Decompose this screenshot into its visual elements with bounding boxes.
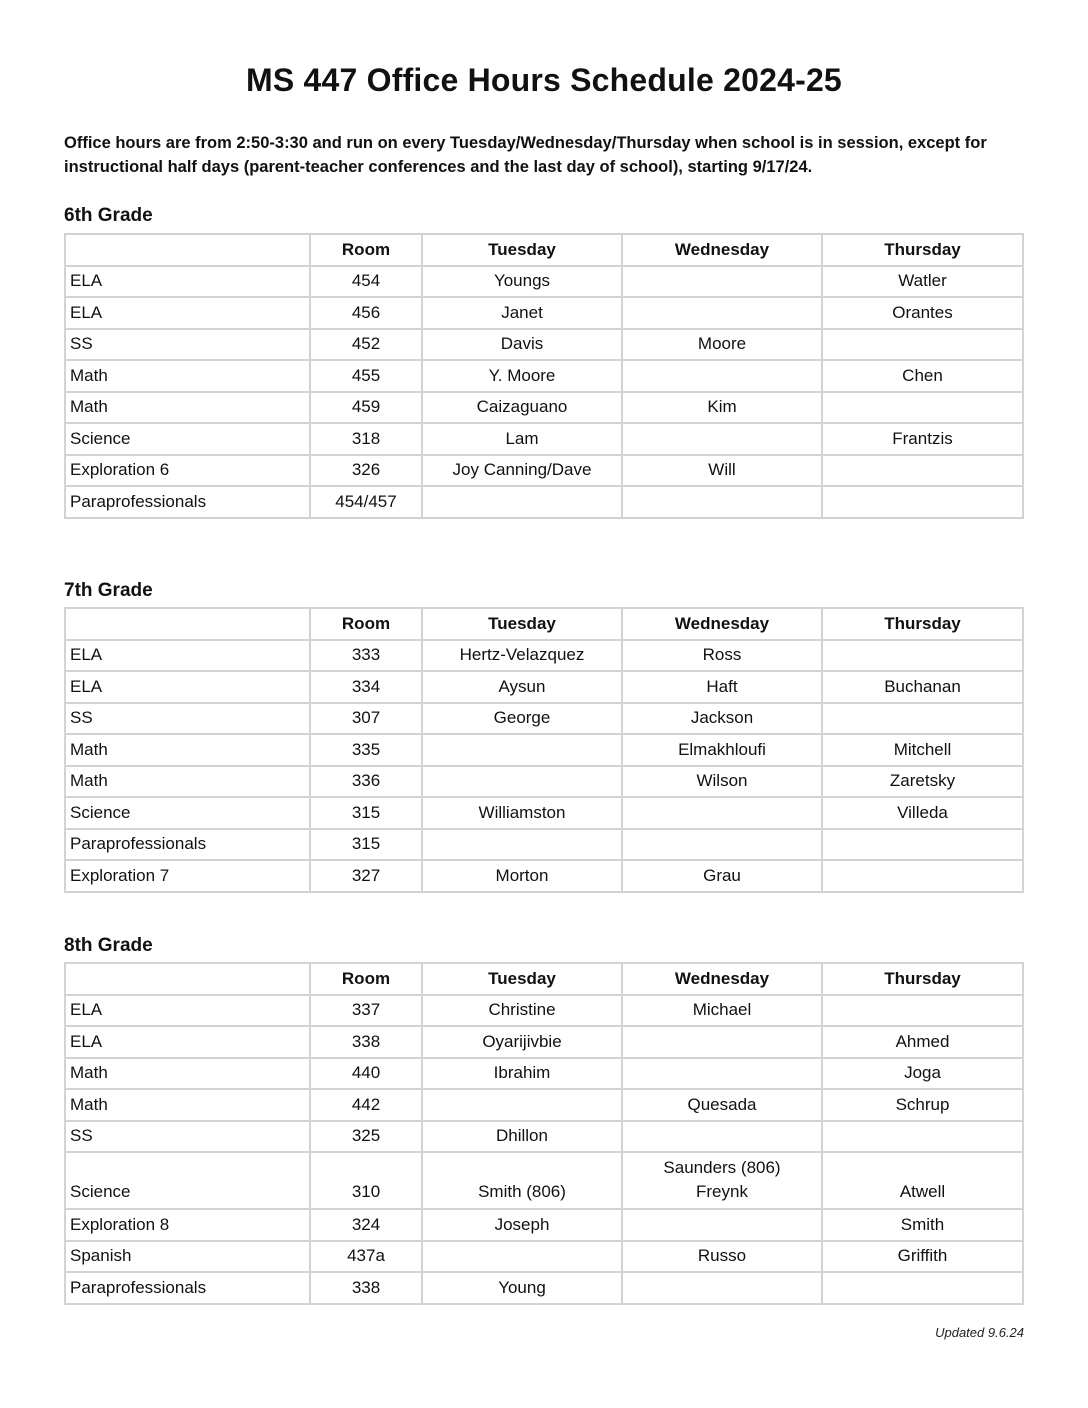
cell-subject: Math bbox=[65, 1089, 310, 1121]
cell-tuesday: Oyarijivbie bbox=[422, 1026, 622, 1058]
section-title-8th: 8th Grade bbox=[64, 935, 153, 956]
column-header-subject bbox=[65, 234, 310, 266]
table-row bbox=[65, 1272, 1023, 1304]
cell-thursday bbox=[822, 486, 1023, 518]
section-title-6th: 6th Grade bbox=[64, 205, 153, 226]
table-row bbox=[65, 486, 1023, 518]
table-row bbox=[65, 640, 1023, 672]
cell-subject: SS bbox=[65, 1121, 310, 1153]
cell-tuesday bbox=[422, 766, 622, 798]
cell-subject: Science bbox=[65, 1152, 310, 1209]
intro-text: Office hours are from 2:50-3:30 and run on every Tuesday/Wednesday/Thursday when school is in session, except for instructional half days (parent-teacher conferences and the last day of school), starting 9/17/24. bbox=[64, 134, 987, 176]
cell-room: 456 bbox=[310, 297, 422, 329]
column-header-subject bbox=[65, 963, 310, 995]
cell-room: 335 bbox=[310, 734, 422, 766]
cell-room: 338 bbox=[310, 1026, 422, 1058]
column-header-room: Room bbox=[310, 963, 422, 995]
column-header-tuesday: Tuesday bbox=[422, 234, 622, 266]
cell-subject: Science bbox=[65, 797, 310, 829]
cell-thursday bbox=[822, 1121, 1023, 1153]
table-row bbox=[65, 1026, 1023, 1058]
cell-subject: SS bbox=[65, 703, 310, 735]
cell-wednesday: Wilson bbox=[622, 766, 822, 798]
section-title-7th: 7th Grade bbox=[64, 580, 153, 601]
cell-tuesday: Ibrahim bbox=[422, 1058, 622, 1090]
cell-thursday bbox=[822, 455, 1023, 487]
cell-wednesday: Michael bbox=[622, 995, 822, 1027]
cell-thursday: Schrup bbox=[822, 1089, 1023, 1121]
column-header-thursday: Thursday bbox=[822, 608, 1023, 640]
cell-wednesday: Jackson bbox=[622, 703, 822, 735]
cell-tuesday: Dhillon bbox=[422, 1121, 622, 1153]
cell-thursday bbox=[822, 1272, 1023, 1304]
table-row bbox=[65, 1089, 1023, 1121]
table-row bbox=[65, 995, 1023, 1027]
cell-room: 307 bbox=[310, 703, 422, 735]
cell-thursday: Mitchell bbox=[822, 734, 1023, 766]
cell-wednesday bbox=[622, 297, 822, 329]
cell-thursday bbox=[822, 703, 1023, 735]
cell-subject: Math bbox=[65, 1058, 310, 1090]
cell-tuesday: Morton bbox=[422, 860, 622, 892]
table-header-row bbox=[65, 608, 1023, 640]
table-row bbox=[65, 829, 1023, 861]
cell-room: 459 bbox=[310, 392, 422, 424]
cell-wednesday bbox=[622, 1058, 822, 1090]
table-row bbox=[65, 455, 1023, 487]
cell-room: 327 bbox=[310, 860, 422, 892]
cell-subject: ELA bbox=[65, 1026, 310, 1058]
table-row bbox=[65, 423, 1023, 455]
cell-thursday bbox=[822, 860, 1023, 892]
cell-subject: ELA bbox=[65, 266, 310, 298]
table-row bbox=[65, 266, 1023, 298]
cell-tuesday bbox=[422, 1241, 622, 1273]
cell-tuesday: Y. Moore bbox=[422, 360, 622, 392]
cell-wednesday bbox=[622, 1209, 822, 1241]
cell-room: 326 bbox=[310, 455, 422, 487]
table-row bbox=[65, 1241, 1023, 1273]
cell-wednesday bbox=[622, 1121, 822, 1153]
cell-tuesday bbox=[422, 1089, 622, 1121]
cell-thursday: Chen bbox=[822, 360, 1023, 392]
cell-tuesday: Caizaguano bbox=[422, 392, 622, 424]
cell-room: 325 bbox=[310, 1121, 422, 1153]
cell-thursday: Orantes bbox=[822, 297, 1023, 329]
cell-room: 333 bbox=[310, 640, 422, 672]
cell-room: 315 bbox=[310, 829, 422, 861]
table-row bbox=[65, 734, 1023, 766]
cell-thursday: Joga bbox=[822, 1058, 1023, 1090]
schedule-table-8th bbox=[64, 962, 1024, 1305]
cell-tuesday: Williamston bbox=[422, 797, 622, 829]
cell-wednesday bbox=[622, 360, 822, 392]
cell-wednesday bbox=[622, 829, 822, 861]
cell-room: 318 bbox=[310, 423, 422, 455]
cell-thursday: Frantzis bbox=[822, 423, 1023, 455]
cell-tuesday: Christine bbox=[422, 995, 622, 1027]
cell-room: 452 bbox=[310, 329, 422, 361]
cell-thursday: Smith bbox=[822, 1209, 1023, 1241]
cell-tuesday bbox=[422, 734, 622, 766]
cell-thursday: Watler bbox=[822, 266, 1023, 298]
column-header-wednesday: Wednesday bbox=[622, 608, 822, 640]
cell-thursday: Griffith bbox=[822, 1241, 1023, 1273]
cell-room: 437a bbox=[310, 1241, 422, 1273]
cell-subject: Exploration 7 bbox=[65, 860, 310, 892]
table-row bbox=[65, 1152, 1023, 1209]
table-row bbox=[65, 671, 1023, 703]
table-row bbox=[65, 766, 1023, 798]
column-header-wednesday: Wednesday bbox=[622, 234, 822, 266]
cell-subject: Paraprofessionals bbox=[65, 486, 310, 518]
cell-tuesday bbox=[422, 829, 622, 861]
table-row bbox=[65, 329, 1023, 361]
cell-room: 315 bbox=[310, 797, 422, 829]
cell-wednesday: Ross bbox=[622, 640, 822, 672]
column-header-thursday: Thursday bbox=[822, 963, 1023, 995]
cell-thursday bbox=[822, 392, 1023, 424]
cell-tuesday: Janet bbox=[422, 297, 622, 329]
column-header-wednesday: Wednesday bbox=[622, 963, 822, 995]
cell-tuesday: Davis bbox=[422, 329, 622, 361]
cell-wednesday: Moore bbox=[622, 329, 822, 361]
table-row bbox=[65, 1209, 1023, 1241]
table-row bbox=[65, 860, 1023, 892]
schedule-table-7th bbox=[64, 607, 1024, 893]
updated-note: Updated 9.6.24 bbox=[935, 1325, 1024, 1340]
cell-wednesday: Russo bbox=[622, 1241, 822, 1273]
cell-subject: ELA bbox=[65, 671, 310, 703]
cell-wednesday bbox=[622, 486, 822, 518]
cell-room: 338 bbox=[310, 1272, 422, 1304]
cell-subject: Math bbox=[65, 766, 310, 798]
cell-tuesday: Youngs bbox=[422, 266, 622, 298]
cell-thursday bbox=[822, 640, 1023, 672]
cell-wednesday bbox=[622, 797, 822, 829]
cell-wednesday: Elmakhloufi bbox=[622, 734, 822, 766]
cell-wednesday bbox=[622, 1272, 822, 1304]
table-row bbox=[65, 1121, 1023, 1153]
cell-subject: Science bbox=[65, 423, 310, 455]
table-header-row bbox=[65, 234, 1023, 266]
cell-subject: Math bbox=[65, 360, 310, 392]
page-title: MS 447 Office Hours Schedule 2024-25 bbox=[246, 62, 842, 98]
cell-wednesday bbox=[622, 423, 822, 455]
cell-room: 440 bbox=[310, 1058, 422, 1090]
cell-tuesday: Hertz-Velazquez bbox=[422, 640, 622, 672]
cell-wednesday: Will bbox=[622, 455, 822, 487]
cell-subject: Exploration 6 bbox=[65, 455, 310, 487]
table-header-row bbox=[65, 963, 1023, 995]
cell-thursday bbox=[822, 995, 1023, 1027]
cell-thursday: Atwell bbox=[822, 1152, 1023, 1209]
cell-subject: Math bbox=[65, 392, 310, 424]
cell-room: 334 bbox=[310, 671, 422, 703]
cell-subject: Spanish bbox=[65, 1241, 310, 1273]
cell-wednesday: Kim bbox=[622, 392, 822, 424]
column-header-room: Room bbox=[310, 608, 422, 640]
cell-thursday bbox=[822, 329, 1023, 361]
cell-tuesday: George bbox=[422, 703, 622, 735]
cell-tuesday bbox=[422, 486, 622, 518]
cell-thursday: Ahmed bbox=[822, 1026, 1023, 1058]
cell-wednesday bbox=[622, 1026, 822, 1058]
cell-room: 337 bbox=[310, 995, 422, 1027]
cell-subject: SS bbox=[65, 329, 310, 361]
column-header-subject bbox=[65, 608, 310, 640]
cell-thursday bbox=[822, 829, 1023, 861]
table-row bbox=[65, 797, 1023, 829]
cell-subject: Math bbox=[65, 734, 310, 766]
cell-tuesday: Lam bbox=[422, 423, 622, 455]
cell-thursday: Villeda bbox=[822, 797, 1023, 829]
table-row bbox=[65, 392, 1023, 424]
cell-subject: Paraprofessionals bbox=[65, 1272, 310, 1304]
cell-subject: Paraprofessionals bbox=[65, 829, 310, 861]
cell-wednesday: Haft bbox=[622, 671, 822, 703]
table-row bbox=[65, 297, 1023, 329]
cell-tuesday: Joseph bbox=[422, 1209, 622, 1241]
cell-wednesday: Quesada bbox=[622, 1089, 822, 1121]
cell-tuesday: Joy Canning/Dave bbox=[422, 455, 622, 487]
column-header-tuesday: Tuesday bbox=[422, 963, 622, 995]
cell-tuesday: Young bbox=[422, 1272, 622, 1304]
cell-room: 442 bbox=[310, 1089, 422, 1121]
cell-subject: ELA bbox=[65, 995, 310, 1027]
cell-room: 310 bbox=[310, 1152, 422, 1209]
cell-thursday: Zaretsky bbox=[822, 766, 1023, 798]
column-header-thursday: Thursday bbox=[822, 234, 1023, 266]
column-header-room: Room bbox=[310, 234, 422, 266]
cell-room: 455 bbox=[310, 360, 422, 392]
schedule-table-6th bbox=[64, 233, 1024, 519]
table-row bbox=[65, 360, 1023, 392]
table-row bbox=[65, 703, 1023, 735]
cell-subject: ELA bbox=[65, 297, 310, 329]
cell-tuesday: Smith (806) bbox=[422, 1152, 622, 1209]
cell-thursday: Buchanan bbox=[822, 671, 1023, 703]
cell-wednesday: Saunders (806) Freynk bbox=[622, 1152, 822, 1209]
cell-subject: ELA bbox=[65, 640, 310, 672]
cell-room: 324 bbox=[310, 1209, 422, 1241]
table-row bbox=[65, 1058, 1023, 1090]
cell-room: 454/457 bbox=[310, 486, 422, 518]
column-header-tuesday: Tuesday bbox=[422, 608, 622, 640]
cell-wednesday bbox=[622, 266, 822, 298]
cell-room: 454 bbox=[310, 266, 422, 298]
cell-wednesday: Grau bbox=[622, 860, 822, 892]
cell-room: 336 bbox=[310, 766, 422, 798]
cell-subject: Exploration 8 bbox=[65, 1209, 310, 1241]
cell-tuesday: Aysun bbox=[422, 671, 622, 703]
